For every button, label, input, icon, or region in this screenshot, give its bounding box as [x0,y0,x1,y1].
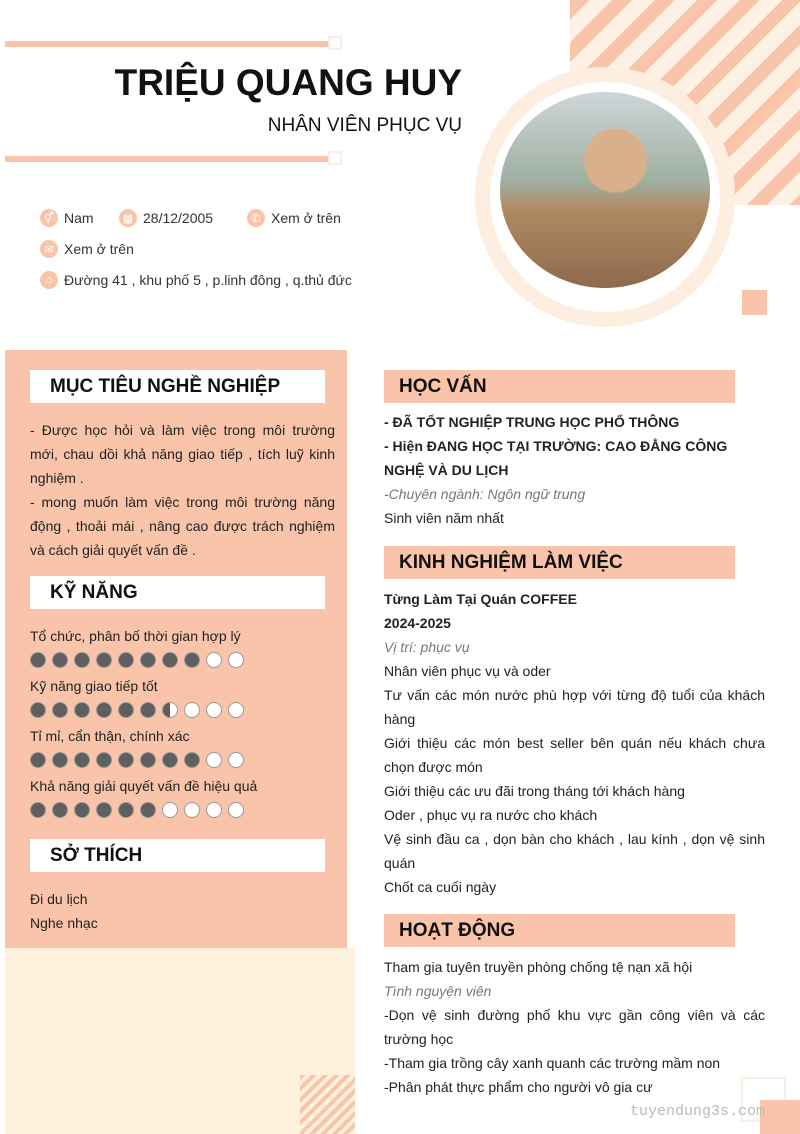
gender [40,209,94,227]
rating-dot [52,752,68,768]
rating-dot [96,702,112,718]
decor-bar [5,41,330,47]
decor-square [742,290,767,315]
rating-dot [140,652,156,668]
skill-rating [30,702,335,718]
email-value: Xem ở trên [64,241,134,257]
rating-dot [96,802,112,818]
education-line: - ĐÃ TỐT NGHIỆP TRUNG HỌC PHỔ THÔNG [384,414,680,430]
job-title: NHÂN VIÊN PHỤC VỤ [267,115,462,136]
experience-heading: KINH NGHIỆM LÀM VIỆC [384,546,735,579]
rating-dot [206,702,222,718]
rating-dot [52,802,68,818]
experience-item: Nhân viên phục vụ và oder [384,663,551,679]
rating-dot [74,752,90,768]
rating-dot [206,802,222,818]
rating-dot [118,652,134,668]
rating-dot [30,802,46,818]
hobby-item: Nghe nhạc [30,915,98,931]
experience-item: Tư vấn các món nước phù hợp với từng độ tuổi của khách hàng [384,687,765,727]
rating-dot [162,802,178,818]
decor-stripes-small [300,1075,355,1134]
skill-label: Khả năng giải quyết vấn đề hiệu quả [30,778,258,794]
email [40,240,134,258]
profile-photo [500,92,710,288]
rating-dot [228,802,244,818]
birthday-value: 28/12/2005 [143,210,214,226]
rating-dot [118,802,134,818]
skill-label: Tỉ mỉ, cẩn thận, chính xác [30,728,190,744]
address-value: Đường 41 , khu phố 5 , p.linh đông , q.thủ đức [64,272,352,288]
rating-dot [74,802,90,818]
home-icon: ⌂ [40,271,58,289]
experience-item: Giới thiệu các ưu đãi trong tháng tới khách hàng [384,783,685,799]
rating-dot [206,752,222,768]
rating-dot [52,702,68,718]
skills-heading: KỸ NĂNG [30,576,325,609]
rating-dot [140,802,156,818]
skill-label: Kỹ năng giao tiếp tốt [30,678,158,694]
rating-dot [74,702,90,718]
rating-dot [184,652,200,668]
rating-dot [140,752,156,768]
skill-rating [30,652,335,668]
education-line: - Hiện ĐANG HỌC TẠI TRƯỜNG: CAO ĐẲNG CÔNG NGHỆ VÀ DU LỊCH [384,438,728,478]
rating-dot [162,702,178,718]
rating-dot [96,652,112,668]
rating-dot [228,752,244,768]
experience-item: Giới thiệu các món best seller bên quán nếu khách chưa chọn được món [384,735,765,775]
experience-item: Vệ sinh đầu ca , dọn bàn cho khách , lau kính , dọn vệ sinh quán [384,831,765,871]
skill-rating [30,752,335,768]
experience-period: 2024-2025 [384,615,451,631]
rating-dot [30,752,46,768]
skill-label: Tổ chức, phân bố thời gian hợp lý [30,628,241,644]
hobby-item: Đi du lịch [30,891,88,907]
rating-dot [184,702,200,718]
objective-text: - Được học hỏi và làm việc trong môi trường mới, chau dồi khả năng giao tiếp , tích luỹ kinh nghiệm . [30,422,335,486]
gender-icon: ⚥ [40,209,58,227]
decor-bar-end [328,36,342,50]
skills-list [30,624,335,824]
address [40,271,352,289]
rating-dot [74,652,90,668]
rating-dot [228,702,244,718]
rating-dot [184,802,200,818]
rating-dot [118,752,134,768]
calendar-icon: ▦ [119,209,137,227]
objective-text: - mong muốn làm việc trong môi trường năng động , thoải mái , nâng cao được trách nghiệm và cách giải quyết vấn đề . [30,494,335,558]
activity-role: Tình nguyện viên [384,983,492,999]
birthday [119,209,213,227]
decor-bar [5,156,330,162]
decor-bar-end [328,151,342,165]
objective-heading: MỤC TIÊU NGHỀ NGHIỆP [30,370,325,403]
rating-dot [30,652,46,668]
decor-square [760,1100,800,1134]
rating-dot [96,752,112,768]
activity-name: Tham gia tuyên truyền phòng chống tệ nạn xã hội [384,959,693,975]
skill-rating [30,802,335,818]
rating-dot [228,652,244,668]
activity-item: -Tham gia trồng cây xanh quanh các trường mầm non [384,1055,721,1071]
hobbies-heading: SỞ THÍCH [30,839,325,872]
phone-value: Xem ở trên [271,210,341,226]
activity-item: -Phân phát thực phẩm cho người vô gia cư [384,1079,653,1095]
phone-icon: ✆ [247,209,265,227]
email-icon: ✉ [40,240,58,258]
rating-dot [184,752,200,768]
candidate-name: TRIỆU QUANG HUY [114,62,462,103]
gender-value: Nam [64,210,94,226]
experience-role: Vị trí: phục vụ [384,639,470,655]
rating-dot [162,652,178,668]
activity-item: -Dọn vệ sinh đường phố khu vực gần công viên và các trường học [384,1007,765,1047]
experience-item: Chốt ca cuối ngày [384,879,497,895]
rating-dot [162,752,178,768]
rating-dot [140,702,156,718]
experience-company: Từng Làm Tại Quán COFFEE [384,591,577,607]
rating-dot [118,702,134,718]
rating-dot [206,652,222,668]
rating-dot [30,702,46,718]
phone [247,209,341,227]
education-heading: HỌC VẤN [384,370,735,403]
activities-heading: HOẠT ĐỘNG [384,914,735,947]
watermark: tuyendung3s.com [629,1103,765,1120]
education-major: -Chuyên ngành: Ngôn ngữ trung [384,486,586,502]
education-year: Sinh viên năm nhất [384,510,504,526]
experience-item: Oder , phục vụ ra nước cho khách [384,807,598,823]
rating-dot [52,652,68,668]
